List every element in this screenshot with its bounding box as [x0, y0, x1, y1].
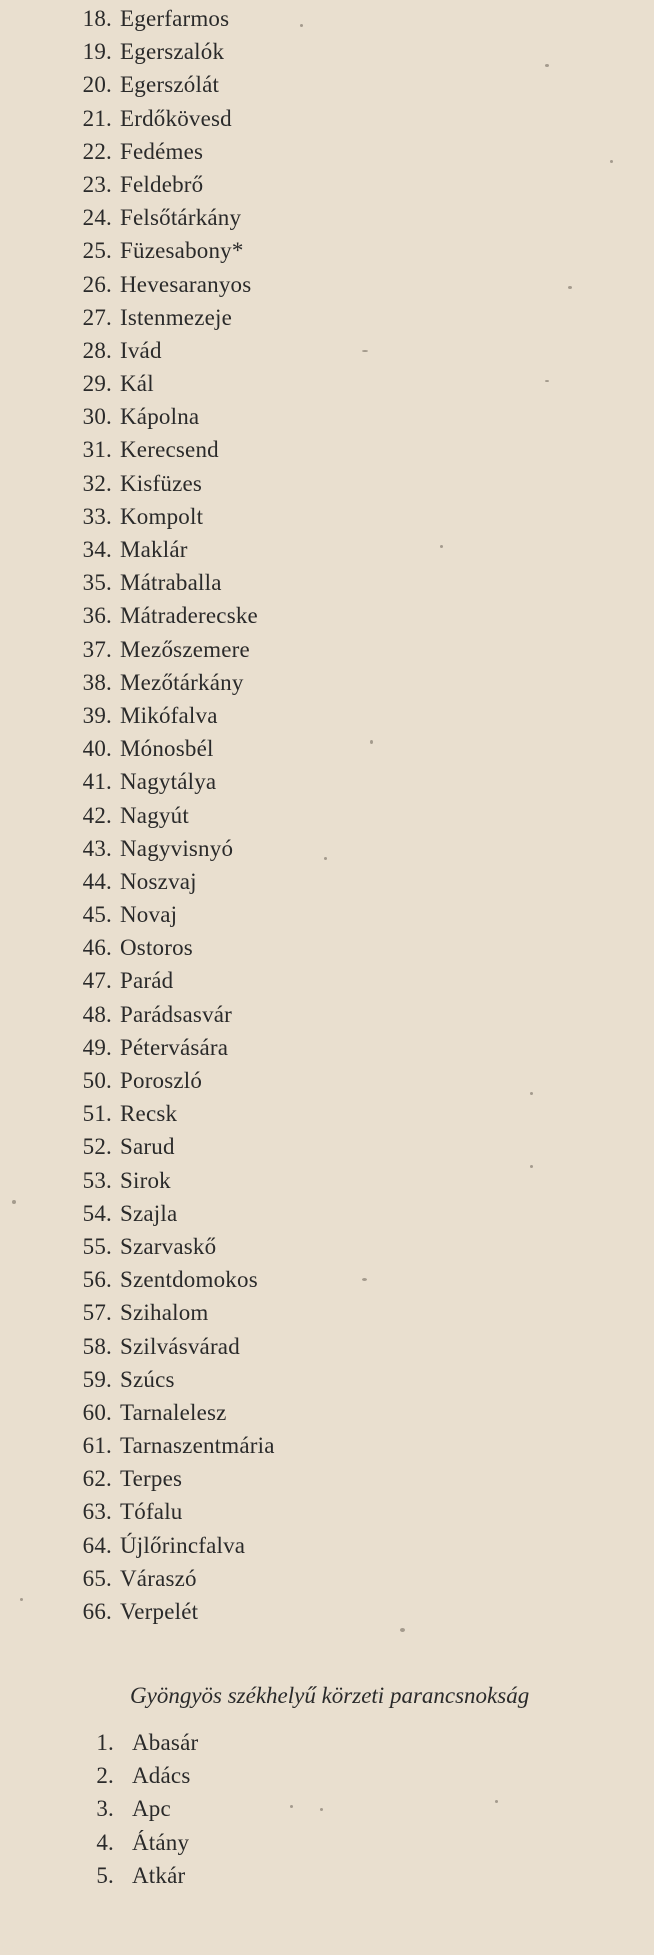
settlement-name: Újlőrincfalva	[120, 1532, 246, 1558]
list-item	[0, 836, 654, 869]
settlement-name: Terpes	[120, 1466, 183, 1492]
settlement-name: Mátraballa	[120, 570, 222, 596]
list-item	[0, 935, 654, 968]
list-item	[0, 305, 654, 338]
list-item	[0, 1068, 654, 1101]
settlement-name: Mátraderecske	[120, 603, 258, 629]
settlement-name: Kisfüzes	[120, 470, 203, 496]
paper-speck	[545, 64, 549, 67]
list-item	[0, 736, 654, 769]
settlement-name: Szilvásvárad	[120, 1333, 240, 1359]
paper-speck	[495, 1800, 498, 1803]
item-number: 32.	[82, 470, 112, 496]
item-number: 60.	[82, 1399, 112, 1425]
list-item	[0, 1533, 654, 1566]
item-number: 56.	[82, 1267, 112, 1293]
list-item	[0, 1763, 654, 1796]
paper-speck	[362, 1278, 367, 1281]
settlement-name: Verpelét	[120, 1599, 199, 1624]
settlement-list-main	[0, 6, 654, 1632]
settlement-name: Nagyút	[120, 802, 189, 828]
item-number: 51.	[82, 1101, 112, 1127]
item-number: 41.	[82, 769, 112, 795]
paper-speck	[440, 545, 443, 548]
list-item	[0, 1499, 654, 1532]
paper-speck	[362, 350, 368, 352]
item-number: 53.	[82, 1167, 112, 1193]
list-item	[0, 703, 654, 736]
item-number: 43.	[82, 835, 112, 861]
list-item	[0, 637, 654, 670]
settlement-name: Felsőtárkány	[120, 205, 242, 231]
item-number: 29.	[82, 371, 112, 397]
list-item	[0, 172, 654, 205]
item-number: 37.	[82, 636, 112, 662]
list-item	[0, 603, 654, 636]
list-item	[0, 1334, 654, 1367]
list-item	[0, 1134, 654, 1167]
list-item	[0, 205, 654, 238]
settlement-name: Mezőszemere	[120, 636, 250, 662]
item-number: 18.	[82, 6, 112, 31]
item-number: 20.	[82, 72, 112, 98]
paper-speck	[320, 1808, 323, 1811]
item-number: 48.	[82, 1001, 112, 1027]
settlement-name: Kerecsend	[120, 437, 219, 463]
list-item	[0, 1863, 654, 1896]
item-number: 3.	[96, 1796, 114, 1822]
settlement-name: Szúcs	[120, 1366, 175, 1392]
settlement-name: Pétervására	[120, 1034, 229, 1060]
list-item	[0, 803, 654, 836]
list-item	[0, 570, 654, 603]
item-number: 46.	[82, 935, 112, 961]
list-item	[0, 670, 654, 703]
paper-speck	[400, 1628, 405, 1632]
item-number: 62.	[82, 1466, 112, 1492]
item-number: 40.	[82, 736, 112, 762]
paper-speck	[530, 1165, 533, 1168]
item-number: 58.	[82, 1333, 112, 1359]
item-number: 44.	[82, 868, 112, 894]
list-item	[0, 338, 654, 371]
settlement-name: Átány	[132, 1829, 190, 1855]
list-item	[0, 1830, 654, 1863]
item-number: 61.	[82, 1433, 112, 1459]
list-item	[0, 1400, 654, 1433]
list-item	[0, 869, 654, 902]
list-item	[0, 39, 654, 72]
settlement-name: Adács	[132, 1763, 191, 1789]
list-item	[0, 1566, 654, 1599]
settlement-name: Erdőkövesd	[120, 105, 232, 131]
list-item	[0, 504, 654, 537]
item-number: 35.	[82, 570, 112, 596]
item-number: 27.	[82, 304, 112, 330]
item-number: 52.	[82, 1134, 112, 1160]
list-item	[0, 6, 654, 39]
settlement-name: Kompolt	[120, 503, 204, 529]
settlement-name: Hevesaranyos	[120, 271, 252, 297]
settlement-name: Noszvaj	[120, 868, 197, 894]
settlement-name: Egerszalók	[120, 39, 225, 65]
list-item	[0, 106, 654, 139]
settlement-name: Nagyvisnyó	[120, 835, 234, 861]
item-number: 49.	[82, 1034, 112, 1060]
settlement-name: Recsk	[120, 1101, 178, 1127]
list-item	[0, 1002, 654, 1035]
item-number: 24.	[82, 205, 112, 231]
settlement-name: Novaj	[120, 902, 178, 928]
item-number: 45.	[82, 902, 112, 928]
list-item	[0, 238, 654, 271]
settlement-name: Tarnalelesz	[120, 1399, 227, 1425]
paper-speck	[324, 857, 327, 860]
settlement-name: Abasár	[132, 1730, 199, 1755]
settlement-name: Sirok	[120, 1167, 171, 1193]
list-item	[0, 1466, 654, 1499]
list-item	[0, 769, 654, 802]
list-item	[0, 272, 654, 305]
item-number: 34.	[82, 537, 112, 562]
item-number: 65.	[82, 1565, 112, 1591]
settlement-name: Egerfarmos	[120, 6, 230, 31]
settlement-name: Apc	[132, 1796, 171, 1822]
paper-speck	[530, 1092, 533, 1095]
settlement-name: Ostoros	[120, 935, 193, 961]
settlement-name: Szentdomokos	[120, 1267, 258, 1293]
list-item	[0, 404, 654, 437]
paper-speck	[545, 380, 549, 382]
item-number: 5.	[96, 1862, 114, 1888]
list-item	[0, 1599, 654, 1632]
settlement-name: Mónosbél	[120, 736, 214, 762]
item-number: 64.	[82, 1532, 112, 1558]
list-item	[0, 902, 654, 935]
list-item	[0, 1796, 654, 1829]
paper-speck	[12, 1200, 16, 1204]
item-number: 19.	[82, 39, 112, 65]
item-number: 26.	[82, 271, 112, 297]
item-number: 55.	[82, 1233, 112, 1259]
settlement-name: Szihalom	[120, 1300, 209, 1326]
list-item	[0, 1300, 654, 1333]
settlement-name: Szajla	[120, 1200, 178, 1226]
item-number: 66.	[82, 1599, 112, 1624]
paper-speck	[610, 160, 613, 163]
list-item	[0, 471, 654, 504]
list-item	[0, 1267, 654, 1300]
item-number: 21.	[82, 105, 112, 131]
item-number: 4.	[96, 1829, 114, 1855]
item-number: 1.	[96, 1730, 114, 1755]
settlement-list-gyongyos	[0, 1730, 654, 1896]
item-number: 25.	[82, 238, 112, 264]
settlement-name: Füzesabony*	[120, 238, 244, 264]
item-number: 22.	[82, 138, 112, 164]
list-item	[0, 1730, 654, 1763]
item-number: 2.	[96, 1763, 114, 1789]
list-item	[0, 139, 654, 172]
item-number: 63.	[82, 1499, 112, 1525]
item-number: 38.	[82, 669, 112, 695]
item-number: 33.	[82, 503, 112, 529]
item-number: 47.	[82, 968, 112, 994]
settlement-name: Feldebrő	[120, 171, 204, 197]
list-item	[0, 1433, 654, 1466]
settlement-name: Ivád	[120, 337, 162, 363]
settlement-name: Parád	[120, 968, 174, 994]
settlement-name: Tarnaszentmária	[120, 1433, 275, 1459]
settlement-name: Parádsasvár	[120, 1001, 233, 1027]
settlement-name: Mikófalva	[120, 702, 218, 728]
paper-speck	[20, 1598, 23, 1601]
list-item	[0, 1234, 654, 1267]
settlement-name: Fedémes	[120, 138, 204, 164]
settlement-name: Kápolna	[120, 404, 200, 430]
list-item	[0, 1168, 654, 1201]
paper-speck	[300, 24, 303, 27]
item-number: 59.	[82, 1366, 112, 1392]
item-number: 30.	[82, 404, 112, 430]
settlement-name: Poroszló	[120, 1068, 203, 1093]
item-number: 23.	[82, 171, 112, 197]
settlement-name: Egerszólát	[120, 72, 220, 98]
list-item	[0, 1367, 654, 1400]
item-number: 57.	[82, 1300, 112, 1326]
item-number: 39.	[82, 702, 112, 728]
list-item	[0, 371, 654, 404]
item-number: 42.	[82, 802, 112, 828]
item-number: 50.	[82, 1068, 112, 1093]
settlement-name: Váraszó	[120, 1565, 197, 1591]
paper-speck	[370, 740, 373, 744]
settlement-name: Nagytálya	[120, 769, 217, 795]
settlement-name: Mezőtárkány	[120, 669, 244, 695]
item-number: 28.	[82, 337, 112, 363]
item-number: 36.	[82, 603, 112, 629]
list-item	[0, 1101, 654, 1134]
list-item	[0, 72, 654, 105]
list-item	[0, 537, 654, 570]
settlement-name: Tófalu	[120, 1499, 183, 1525]
paper-speck	[568, 286, 572, 289]
paper-speck	[290, 1805, 293, 1808]
list-item	[0, 437, 654, 470]
settlement-name: Atkár	[132, 1862, 186, 1888]
list-item	[0, 1201, 654, 1234]
settlement-name: Maklár	[120, 537, 188, 562]
settlement-name: Istenmezeje	[120, 304, 233, 330]
list-item	[0, 968, 654, 1001]
list-item	[0, 1035, 654, 1068]
section-heading: Gyöngyös székhelyű körzeti parancsnokság	[130, 1683, 530, 1708]
settlement-name: Szarvaskő	[120, 1233, 217, 1259]
settlement-name: Sarud	[120, 1134, 175, 1160]
item-number: 31.	[82, 437, 112, 463]
settlement-name: Kál	[120, 371, 154, 397]
item-number: 54.	[82, 1200, 112, 1226]
